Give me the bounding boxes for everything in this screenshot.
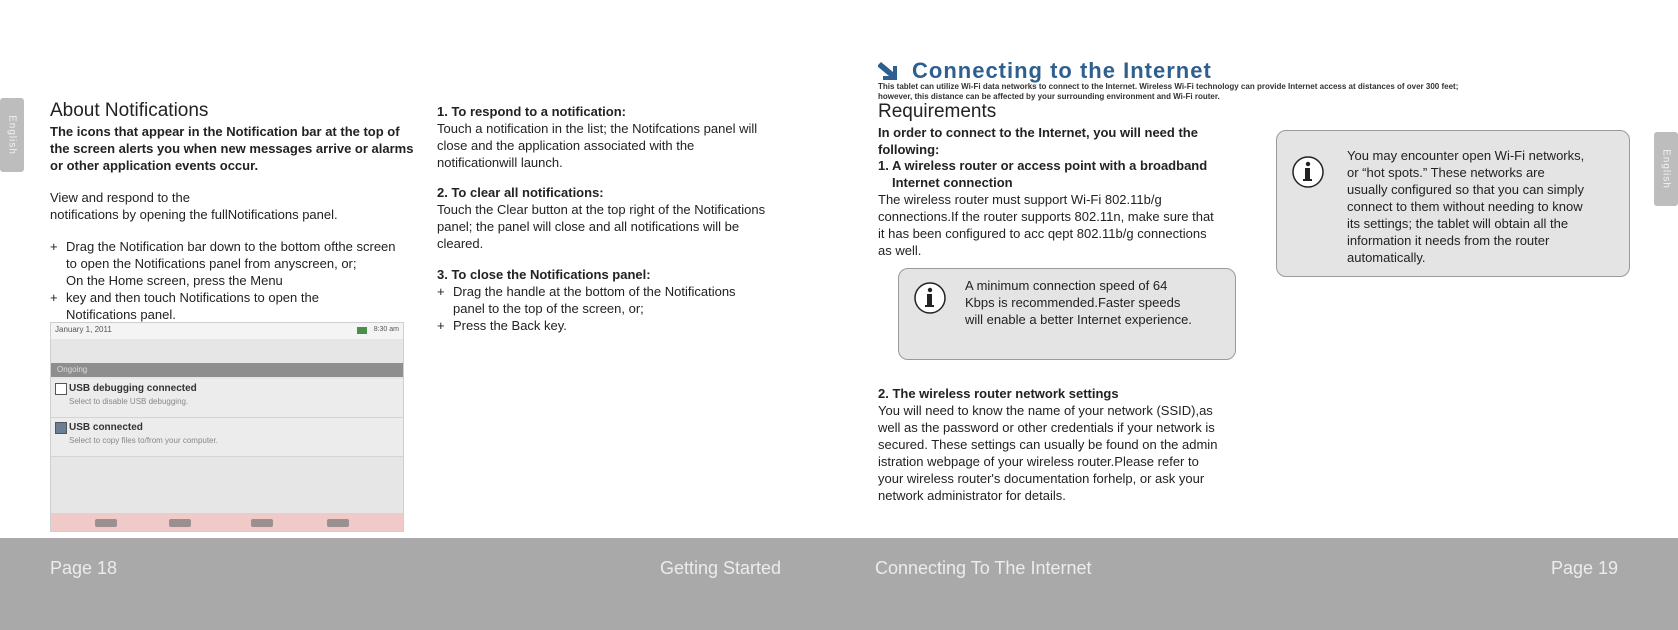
intro-line: however, this distance can be affected by your surrounding environment and Wi-Fi router.: [878, 92, 1220, 101]
bullet-line: panel to the top of the screen, or;: [453, 301, 644, 316]
requirements-title: Requirements: [878, 101, 997, 122]
router-title-line: Internet connection: [892, 175, 1013, 190]
settings-text: [878, 402, 1217, 504]
note-line: connect to them without needing to know: [1347, 199, 1583, 214]
settings-title: 2. The wireless router network settings: [878, 386, 1119, 401]
footer-page-right: Page 19: [1551, 558, 1619, 578]
close-title: 3. To close the Notifications panel:: [437, 267, 651, 282]
home-key-icon: [169, 519, 191, 527]
bullet-marker: +: [437, 318, 445, 333]
router-title-line: 1. A wireless router or access point with a broadband: [878, 158, 1208, 173]
bullet-2: [50, 289, 319, 323]
note-line: its settings; the tablet will obtain all the: [1347, 216, 1569, 231]
screenshot-row: [51, 418, 403, 457]
req-line: following:: [878, 142, 940, 157]
screenshot-row: [51, 379, 403, 418]
clear-line: Touch the Clear button at the top right of the Notifications: [437, 202, 766, 217]
router-line: as well.: [878, 243, 922, 258]
clear-line: cleared.: [437, 236, 484, 251]
about-title: About Notifications: [50, 100, 209, 121]
bullet-line: On the Home screen, press the Menu: [66, 273, 283, 288]
bullet-line: to open the Notifications panel from anyscreen, or;: [66, 256, 357, 271]
footer-page-left: Page 18: [50, 558, 118, 578]
settings-line: You will need to know the name of your network (SSID),as: [878, 403, 1213, 418]
screenshot-row-sub: Select to copy files to/from your computer.: [69, 436, 218, 445]
respond-line: close and the application associated with the: [437, 138, 695, 153]
note-line: information it needs from the router: [1347, 233, 1550, 248]
footer-section-right: Connecting To The Internet: [875, 558, 1092, 578]
settings-line: istration webpage of your wireless router.Please refer to: [878, 454, 1199, 469]
hotspot-note-text: [1347, 147, 1584, 266]
notification-panel-screenshot: [50, 322, 404, 532]
about-line: or other application events occur.: [50, 158, 259, 173]
screenshot-date: January 1, 2011: [55, 325, 112, 334]
bullet-marker: +: [437, 284, 445, 299]
close-bullet-1: [437, 283, 736, 317]
screenshot-status-bar: [51, 323, 403, 339]
search-key-icon: [327, 519, 349, 527]
info-icon: [913, 281, 947, 315]
screenshot-battery-icon: [357, 327, 367, 334]
section-title: Connecting to the Internet: [912, 58, 1212, 83]
bullet-line: key and then touch Notifications to open the: [66, 290, 319, 305]
intro-text: [878, 82, 1458, 102]
note-line: Kbps is recommended.Faster speeds: [965, 295, 1181, 310]
note-line: A minimum connection speed of 64: [965, 278, 1168, 293]
side-tab-right-label: English: [1660, 149, 1672, 189]
respond-line: Touch a notification in the list; the Notifcations panel will: [437, 121, 758, 136]
respond-line: notificationwill launch.: [437, 155, 563, 170]
view-text: [50, 189, 338, 223]
bullet-marker: +: [50, 239, 58, 254]
bullet-marker: +: [50, 290, 58, 305]
note-line: usually configured so that you can simply: [1347, 182, 1585, 197]
settings-line: your wireless router's documentation forhelp, or ask your: [878, 471, 1205, 486]
view-line: notifications by opening the fullNotifications panel.: [50, 207, 338, 222]
router-line: connections.If the router supports 802.11n, make sure that: [878, 209, 1214, 224]
note-line: will enable a better Internet experience.: [965, 312, 1192, 327]
respond-text: [437, 120, 757, 171]
router-text: [878, 191, 1214, 259]
screenshot-header-label: Ongoing: [57, 365, 88, 374]
clear-text: [437, 201, 765, 252]
clear-line: panel; the panel will close and all notifications will be: [437, 219, 740, 234]
close-bullet-2: [437, 317, 567, 334]
page-footer: [0, 538, 1678, 630]
note-line: You may encounter open Wi-Fi networks,: [1347, 148, 1585, 163]
req-line: In order to connect to the Internet, you will need the: [878, 125, 1198, 140]
note-line: or “hot spots.” These networks are: [1347, 165, 1545, 180]
req-text: [878, 124, 1198, 158]
router-title: [878, 157, 1207, 191]
menu-key-icon: [251, 519, 273, 527]
usb-icon: [55, 422, 67, 434]
note-line: automatically.: [1347, 250, 1426, 265]
usb-icon: [55, 383, 67, 395]
screenshot-row-title: USB connected: [69, 422, 143, 433]
about-line: The icons that appear in the Notification bar at the top of: [50, 124, 400, 139]
speed-note: [898, 268, 1236, 360]
side-tab-left-label: English: [6, 115, 18, 155]
hotspot-note: [1276, 130, 1630, 277]
respond-title: 1. To respond to a notification:: [437, 104, 626, 119]
bullet-line: Press the Back key.: [453, 318, 567, 333]
screenshot-soft-keys: [51, 513, 403, 531]
settings-line: well as the password or other credentials if your network is: [878, 420, 1215, 435]
router-line: The wireless router must support Wi-Fi 802.11b/g: [878, 192, 1162, 207]
speed-note-text: [965, 277, 1192, 328]
screenshot-time: 8:30 am: [373, 326, 399, 333]
side-tab-left: [0, 98, 24, 172]
settings-line: network administrator for details.: [878, 488, 1066, 503]
bullet-line: Drag the Notification bar down to the bottom ofthe screen: [66, 239, 396, 254]
screenshot-ongoing-header: [51, 363, 403, 377]
clear-title: 2. To clear all notifications:: [437, 185, 604, 200]
info-icon: [1291, 155, 1325, 189]
bullet-line: Drag the handle at the bottom of the Notifications: [453, 284, 736, 299]
router-line: it has been configured to acc qept 802.11b/g connections: [878, 226, 1207, 241]
about-line: the screen alerts you when new messages arrive or alarms: [50, 141, 414, 156]
about-text: [50, 123, 413, 174]
side-tab-right: [1654, 132, 1678, 206]
bullet-1: [50, 238, 396, 289]
back-key-icon: [95, 519, 117, 527]
arrow-icon: [878, 58, 906, 84]
intro-line: This tablet can utilize Wi-Fi data networks to connect to the Internet. Wireless Wi-Fi technology can provide Internet access at distances of over 300 feet;: [878, 82, 1459, 91]
screenshot-row-title: USB debugging connected: [69, 383, 197, 394]
footer-section-left: Getting Started: [660, 558, 782, 578]
bullet-line: Notifications panel.: [66, 307, 176, 322]
settings-line: secured. These settings can usually be found on the admin: [878, 437, 1218, 452]
view-line: View and respond to the: [50, 190, 190, 205]
screenshot-row-sub: Select to disable USB debugging.: [69, 397, 189, 406]
